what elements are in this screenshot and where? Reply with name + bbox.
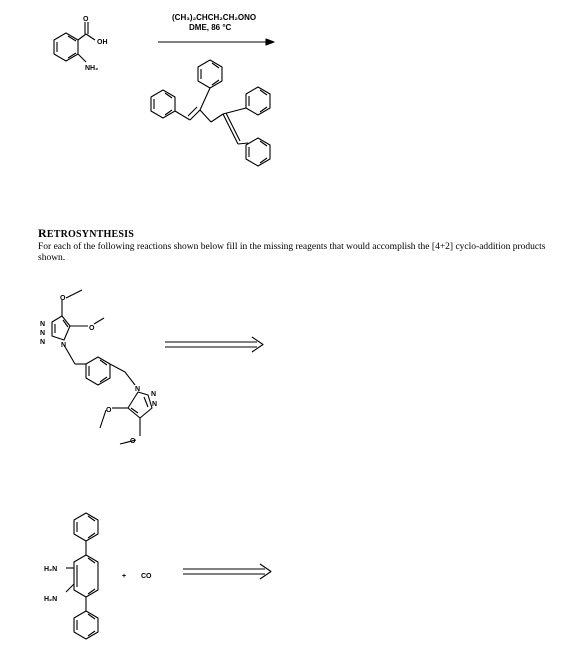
diamino-terphenyl-structure — [66, 513, 98, 639]
hydroxyl-label: OH — [97, 39, 108, 46]
amine-label-top: H₂N — [44, 566, 58, 573]
methoxy-o-label-1: O — [60, 295, 66, 302]
retro-arrow-1 — [165, 337, 263, 352]
anthranilic-acid-structure — [54, 22, 95, 62]
triphenylbutadiene-structure — [151, 60, 270, 166]
amine-label-bottom: H₂N — [44, 596, 58, 603]
bis-triazole-structure — [52, 290, 152, 444]
triazole-n-label-5: N — [135, 386, 141, 393]
methoxy-o-label-3: O — [106, 407, 112, 414]
triazole-n-label-2: N — [40, 330, 46, 337]
retrosynthesis-heading: RETROSYNTHESIS — [38, 226, 134, 240]
retrosynthesis-instructions: For each of the following reactions shown below fill in the missing reagents that would accomplish the [4+2] cyclo-addition products shown. — [38, 242, 546, 263]
carbon-monoxide-label: CO — [141, 573, 152, 580]
amine-label: NH₂ — [85, 65, 99, 72]
triazole-n-label-3: N — [40, 339, 46, 346]
reagent-conditions-line2: DME, 86 °C — [189, 23, 232, 32]
triazole-n-label-7: N — [152, 401, 158, 408]
triazole-n-label-4: N — [61, 342, 67, 349]
triazole-n-label-1: N — [40, 321, 46, 328]
triazole-n-label-6: N — [151, 391, 157, 398]
carbonyl-oxygen-label: O — [83, 16, 89, 23]
methoxy-o-label-4: O — [130, 438, 136, 445]
retro-arrow-2 — [183, 564, 271, 579]
plus-sign: + — [122, 573, 127, 580]
reagent-conditions-line1: (CH₃)₂CHCH₂CH₂ONO — [172, 13, 257, 22]
methoxy-o-label-2: O — [89, 325, 95, 332]
